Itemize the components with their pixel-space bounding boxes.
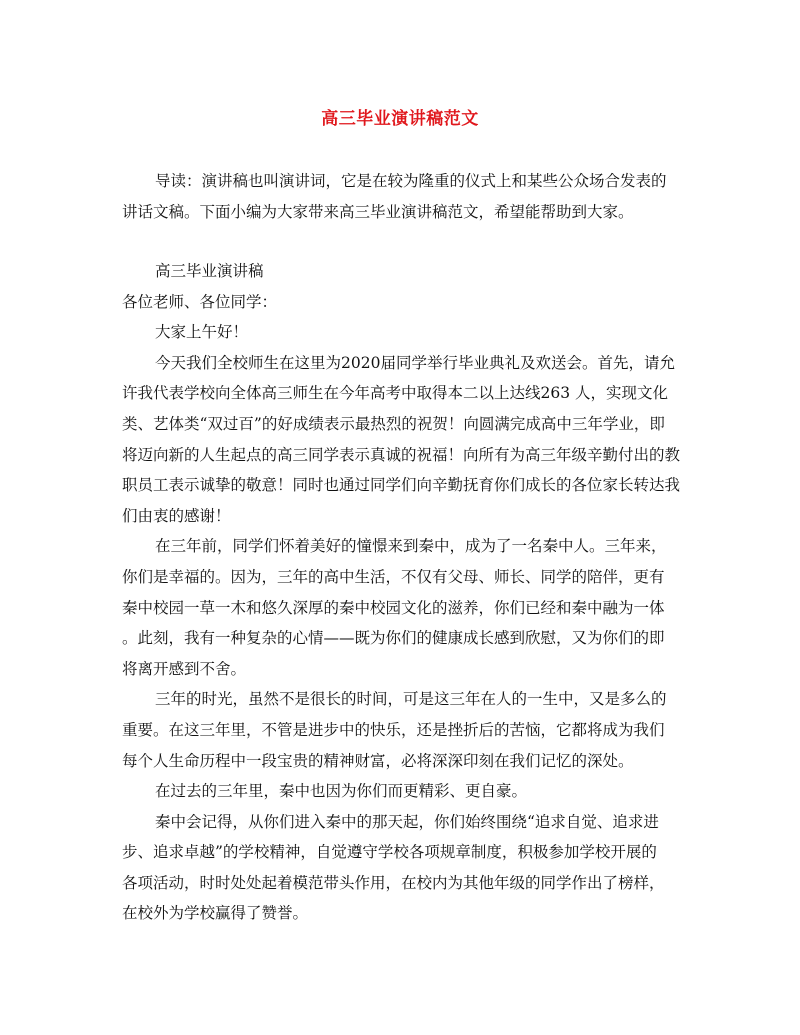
greeting: 大家上午好！ <box>155 323 249 342</box>
paragraph-line: 将迈向新的人生起点的高三同学表示真诚的祝福！向所有为高三年级辛勤付出的教 <box>122 445 681 464</box>
paragraph <box>122 776 682 807</box>
paragraph-line: 在三年前，同学们怀着美好的憧憬来到秦中，成为了一名秦中人。三年来， <box>155 537 667 556</box>
paragraph <box>122 531 682 684</box>
subheading: 高三毕业演讲稿 <box>155 262 264 280</box>
paragraph <box>122 348 682 532</box>
paragraph-line: 。此刻，我有一种复杂的心情——既为你们的健康成长感到欣慰，又为你们的即 <box>122 629 665 648</box>
intro-line: 导读：演讲稿也叫演讲词，它是在较为隆重的仪式上和某些公众场合发表的 <box>155 172 667 190</box>
paragraph <box>122 684 682 776</box>
paragraph-line: 今天我们全校师生在这里为2020届同学举行毕业典礼及欢送会。首先，请允 <box>155 353 675 372</box>
paragraph-line: 重要。在这三年里，不管是进步中的快乐，还是挫折后的苦恼，它都将成为我们 <box>122 720 665 739</box>
salutation: 各位老师、各位同学： <box>122 292 278 311</box>
paragraph-line: 在校外为学校赢得了赞誉。 <box>122 904 309 923</box>
paragraph-line: 们由衷的感谢！ <box>122 506 231 525</box>
paragraph-line: 职员工表示诚挚的敬意！同时也通过同学们向辛勤抚育你们成长的各位家长转达我 <box>122 476 681 495</box>
paragraph-line: 步、追求卓越”的学校精神，自觉遵守学校各项规章制度，积极参加学校开展的 <box>122 843 657 862</box>
paragraph <box>122 807 682 929</box>
paragraph-line: 三年的时光，虽然不是很长的时间，可是这三年在人的一生中，又是多么的 <box>155 690 667 709</box>
paragraph-line: 许我代表学校向全体高三师生在今年高考中取得本二以上达线263 人，实现文化 <box>122 384 669 403</box>
paragraph-line: 你们是幸福的。因为，三年的高中生活，不仅有父母、师长、同学的陪伴，更有 <box>122 567 665 586</box>
paragraph-line: 各项活动，时时处处起着模范带头作用，在校内为其他年级的同学作出了榜样， <box>122 873 665 892</box>
paragraph-line: 每个人生命历程中一段宝贵的精神财富，必将深深印刻在我们记忆的深处。 <box>122 751 634 770</box>
paragraph-line: 秦中校园一草一木和悠久深厚的秦中校园文化的滋养，你们已经和秦中融为一体 <box>122 598 665 617</box>
intro-line: 讲话文稿。下面小编为大家带来高三毕业演讲稿范文，希望能帮助到大家。 <box>122 202 634 221</box>
speech-body <box>122 256 682 929</box>
document-title: 高三毕业演讲稿范文 <box>321 109 479 129</box>
paragraph-line: 在过去的三年里，秦中也因为你们而更精彩、更自豪。 <box>155 782 528 801</box>
paragraph-line: 类、艺体类“双过百”的好成绩表示最热烈的祝贺！向圆满完成高中三年学业，即 <box>122 414 665 433</box>
paragraph-line: 秦中会记得，从你们进入秦中的那天起，你们始终围绕“追求自觉、追求进 <box>155 812 659 831</box>
intro-paragraph <box>122 166 682 227</box>
paragraph-line: 将离开感到不舍。 <box>122 659 247 678</box>
